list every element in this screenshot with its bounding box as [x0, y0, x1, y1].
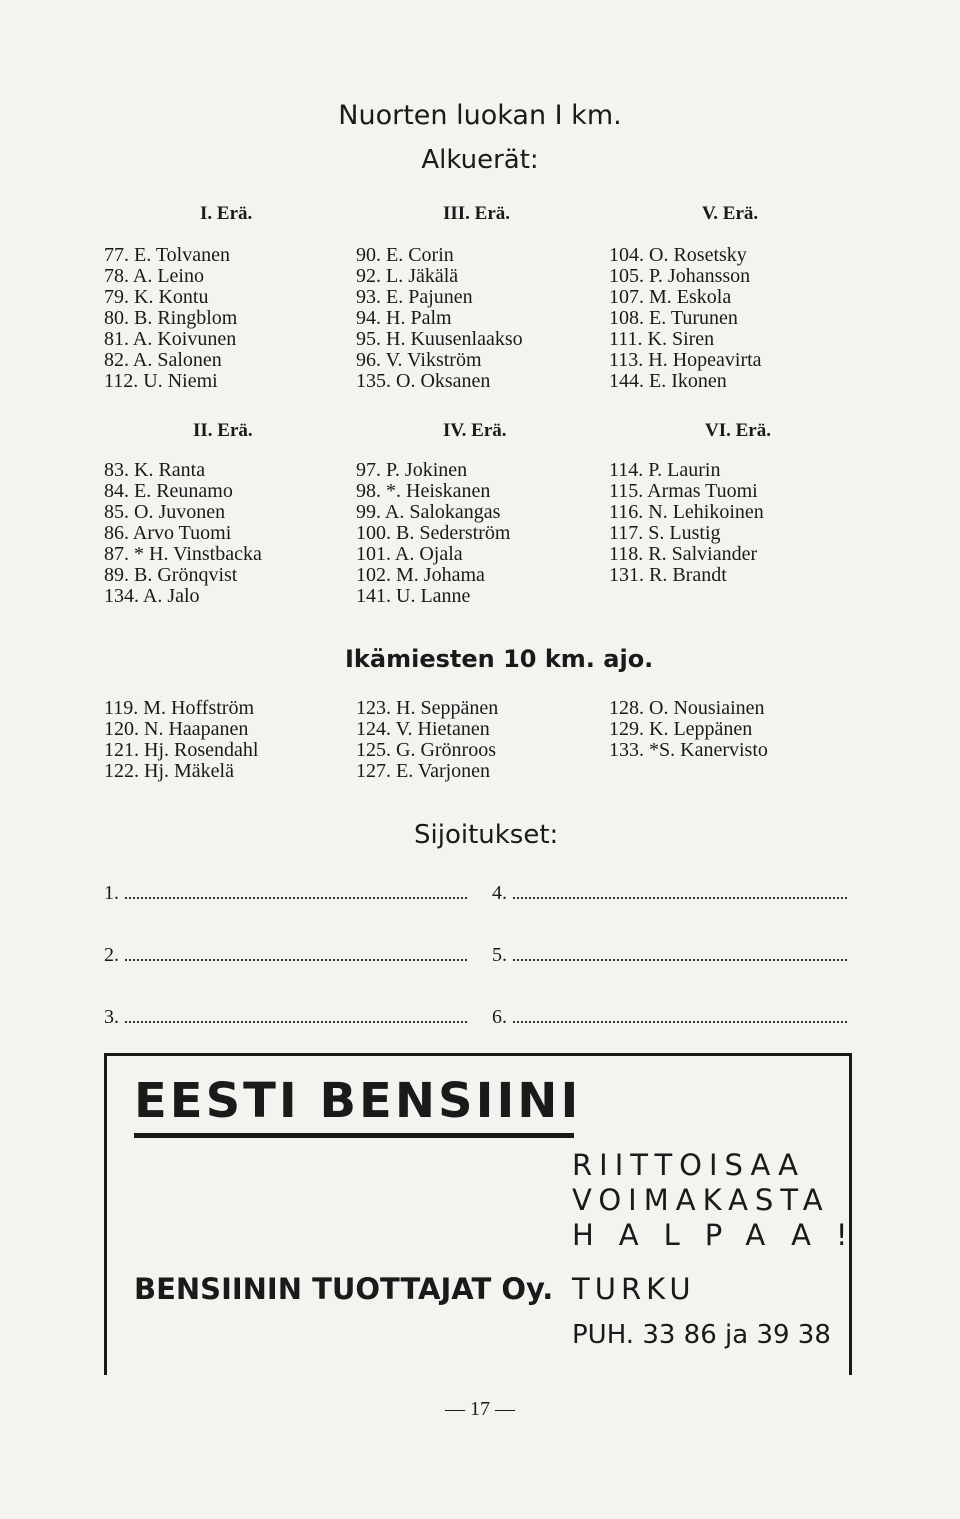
heat-list: [609, 460, 764, 586]
heat-list: [104, 245, 237, 392]
list-item: 93. E. Pajunen: [356, 286, 473, 308]
list-item: 144. E. Ikonen: [609, 370, 727, 392]
list-item: 102. M. Johama: [356, 564, 485, 586]
list-item: 95. H. Kuusenlaakso: [356, 328, 523, 350]
placing-line: [492, 1006, 847, 1029]
placing-line: [492, 944, 847, 967]
list-item: 90. E. Corin: [356, 244, 454, 266]
ad-phone: PUH. 33 86 ja 39 38: [572, 1320, 831, 1350]
list-item: 83. K. Ranta: [104, 459, 206, 481]
placing-line: [104, 1006, 467, 1029]
placing-line: [104, 944, 467, 967]
list-item: 105. P. Johansson: [609, 265, 751, 287]
list-item: 78. A. Leino: [104, 265, 204, 287]
heat-title: VI. Erä.: [705, 420, 771, 441]
list-item: 101. A. Ojala: [356, 543, 463, 565]
heat-title: IV. Erä.: [443, 420, 507, 441]
list-item: 86. Arvo Tuomi: [104, 522, 232, 544]
placing-line: [492, 882, 847, 905]
list-item: 81. A. Koivunen: [104, 328, 237, 350]
list-item: 135. O. Oksanen: [356, 370, 491, 392]
list-item: 119. M. Hoffström: [104, 697, 254, 719]
list-item: 96. V. Vikström: [356, 349, 482, 371]
list-item: 122. Hj. Mäkelä: [104, 760, 234, 782]
list-item: 118. R. Salviander: [609, 543, 758, 565]
placing-number: 3.: [104, 1006, 119, 1028]
heat-title: I. Erä.: [200, 203, 253, 224]
list-item: 129. K. Leppänen: [609, 718, 753, 740]
list-item: 99. A. Salokangas: [356, 501, 501, 523]
list-item: 108. E. Turunen: [609, 307, 738, 329]
list-item: 125. G. Grönroos: [356, 739, 496, 761]
heat-title: III. Erä.: [443, 203, 511, 224]
list-item: 121. Hj. Rosendahl: [104, 739, 259, 761]
list-item: 80. B. Ringblom: [104, 307, 238, 329]
list-item: 79. K. Kontu: [104, 286, 209, 308]
list-item: 100. B. Sederström: [356, 522, 511, 544]
heat-title: II. Erä.: [193, 420, 253, 441]
list-item: 113. H. Hopeavirta: [609, 349, 762, 371]
list-item: 89. B. Grönqvist: [104, 564, 238, 586]
placing-number: 5.: [492, 944, 507, 966]
heat-title: V. Erä.: [702, 203, 759, 224]
placing-number: 2.: [104, 944, 119, 966]
page-subtitle: Alkuerät:: [421, 145, 539, 175]
list-item: 114. P. Laurin: [609, 459, 721, 481]
veterans-list: [609, 698, 768, 761]
list-item: 141. U. Lanne: [356, 585, 471, 607]
section-title: Ikämiesten 10 km. ajo.: [345, 645, 654, 673]
page-title: Nuorten luokan I km.: [338, 100, 622, 131]
list-item: 82. A. Salonen: [104, 349, 222, 371]
ad-city: TURKU: [572, 1272, 696, 1306]
list-item: 128. O. Nousiainen: [609, 697, 765, 719]
list-item: 97. P. Jokinen: [356, 459, 468, 481]
list-item: 98. *. Heiskanen: [356, 480, 491, 502]
list-item: 107. M. Eskola: [609, 286, 732, 308]
list-item: 111. K. Siren: [609, 328, 715, 350]
list-item: 133. *S. Kanervisto: [609, 739, 768, 761]
list-item: 131. R. Brandt: [609, 564, 727, 586]
placing-number: 1.: [104, 882, 119, 904]
list-item: 120. N. Haapanen: [104, 718, 249, 740]
ad-slogan-line: HALPAA!: [572, 1218, 873, 1252]
placings-title: Sijoitukset:: [414, 820, 559, 850]
list-item: 84. E. Reunamo: [104, 480, 233, 502]
list-item: 127. E. Varjonen: [356, 760, 491, 782]
ad-brand: EESTI BENSIINI: [134, 1073, 582, 1129]
list-item: 87. * H. Vinstbacka: [104, 543, 262, 565]
veterans-list: [356, 698, 498, 782]
list-item: 94. H. Palm: [356, 307, 452, 329]
list-item: 112. U. Niemi: [104, 370, 218, 392]
veterans-list: [104, 698, 258, 782]
list-item: 116. N. Lehikoinen: [609, 501, 764, 523]
list-item: 85. O. Juvonen: [104, 501, 226, 523]
page-number: — 17 —: [445, 1398, 515, 1420]
list-item: 123. H. Seppänen: [356, 697, 499, 719]
list-item: 104. O. Rosetsky: [609, 244, 747, 266]
heat-list: [104, 460, 262, 607]
ad-slogan-line: RIITTOISAA: [572, 1148, 805, 1182]
list-item: 92. L. Jäkälä: [356, 265, 459, 287]
ad-company: BENSIININ TUOTTAJAT Oy.: [134, 1272, 554, 1306]
ad-underline: [134, 1133, 574, 1138]
heat-list: [609, 245, 762, 392]
heat-list: [356, 460, 510, 607]
list-item: 77. E. Tolvanen: [104, 244, 230, 266]
list-item: 115. Armas Tuomi: [609, 480, 758, 502]
heat-list: [356, 245, 523, 392]
list-item: 117. S. Lustig: [609, 522, 721, 544]
placing-line: [104, 882, 467, 905]
list-item: 134. A. Jalo: [104, 585, 200, 607]
placing-number: 4.: [492, 882, 507, 904]
ad-slogan-line: VOIMAKASTA: [572, 1183, 830, 1217]
list-item: 124. V. Hietanen: [356, 718, 490, 740]
placing-number: 6.: [492, 1006, 507, 1028]
